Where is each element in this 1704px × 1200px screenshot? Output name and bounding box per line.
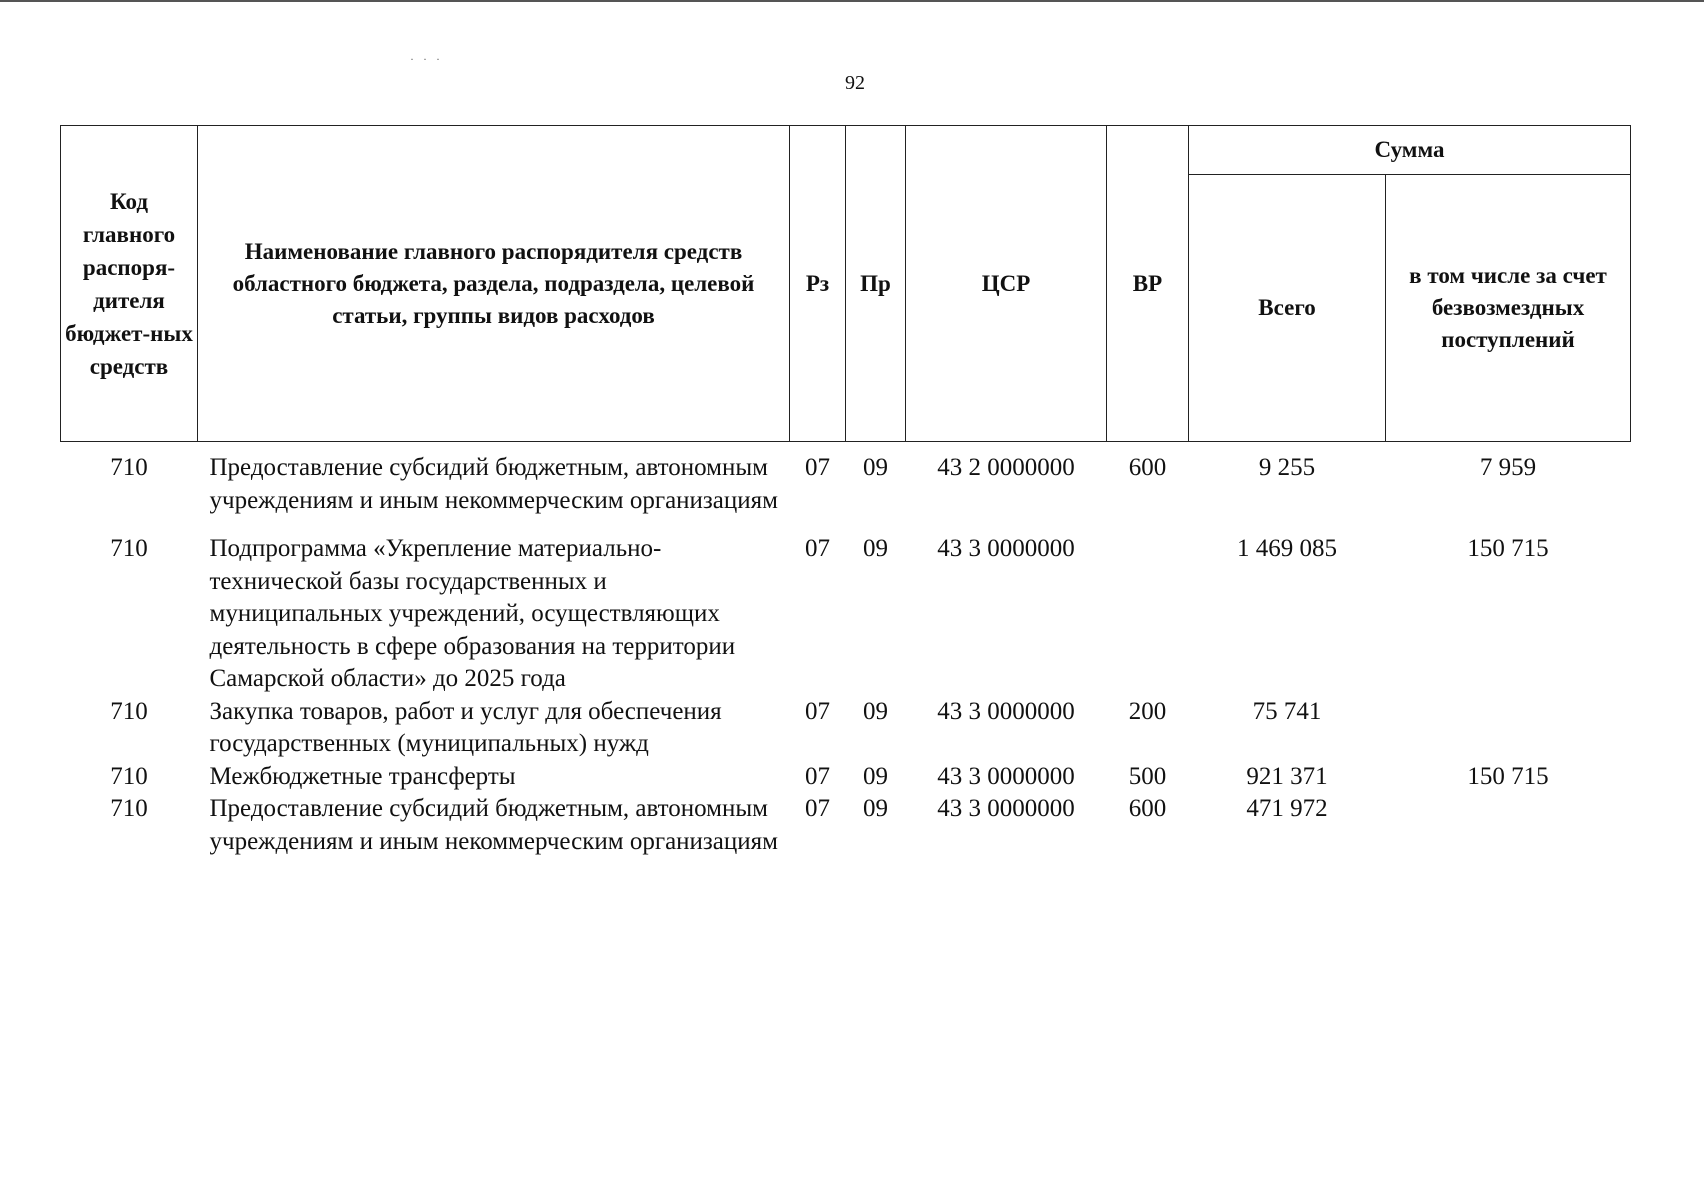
cell-name: Предоставление субсидий бюджетным, автономным учреждениям и иным некоммерческим организациям	[209, 454, 778, 514]
cell-vr: 500	[1128, 762, 1167, 790]
cell-pr: 09	[863, 795, 888, 822]
cell-incl-free: 150 715	[1467, 762, 1549, 790]
cell-rz: 07	[805, 454, 830, 481]
cell-total: 921 371	[1246, 762, 1328, 790]
cell-vr: 600	[1128, 795, 1167, 822]
cell-vr: 600	[1128, 454, 1167, 481]
header-total: Всего	[1189, 175, 1386, 442]
table-row	[61, 533, 1631, 696]
table-row	[61, 442, 1631, 534]
cell-total: 471 972	[1246, 795, 1328, 822]
cell-pr: 09	[863, 762, 888, 790]
scan-noise: · · ·	[410, 52, 443, 66]
cell-code: 710	[110, 762, 148, 790]
cell-total: 1 469 085	[1237, 535, 1337, 562]
cell-name: Предоставление субсидий бюджетным, автономным учреждениям и иным некоммерческим организациям	[209, 795, 778, 855]
cell-name: Закупка товаров, работ и услуг для обеспечения государственных (муниципальных) нужд	[209, 697, 722, 757]
cell-rz: 07	[805, 795, 830, 822]
page-number: 92	[845, 72, 865, 94]
cell-total: 75 741	[1252, 697, 1322, 725]
cell-vr: 200	[1128, 697, 1167, 725]
cell-incl-free: 150 715	[1467, 535, 1549, 562]
cell-csr: 43 3 0000000	[937, 795, 1075, 822]
cell-incl-free	[1386, 696, 1631, 761]
header-vr: ВР	[1107, 126, 1189, 442]
cell-vr	[1107, 533, 1189, 696]
cell-csr: 43 3 0000000	[937, 762, 1075, 790]
cell-rz: 07	[805, 762, 830, 790]
cell-incl-free: 7 959	[1479, 454, 1537, 481]
cell-pr: 09	[863, 535, 888, 562]
cell-csr: 43 2 0000000	[937, 454, 1075, 481]
cell-pr: 09	[863, 697, 888, 725]
cell-code: 710	[110, 697, 148, 725]
cell-name: Межбюджетные трансферты	[209, 762, 516, 790]
cell-rz: 07	[805, 535, 830, 562]
header-rz: Рз	[790, 126, 846, 442]
table-row	[61, 793, 1631, 858]
header-pr: Пр	[846, 126, 906, 442]
cell-code: 710	[110, 535, 148, 562]
cell-code: 710	[110, 795, 148, 822]
table-row	[61, 761, 1631, 794]
cell-incl-free	[1386, 793, 1631, 858]
cell-csr: 43 3 0000000	[937, 535, 1075, 562]
budget-table	[60, 125, 1631, 858]
cell-csr: 43 3 0000000	[937, 697, 1075, 725]
cell-total: 9 255	[1258, 454, 1316, 481]
cell-rz: 07	[805, 697, 830, 725]
header-code: Код главного распоря-дителя бюджет-ных средств	[61, 126, 198, 442]
cell-code: 710	[110, 454, 148, 481]
header-incl-free: в том числе за счет безвозмездных поступлений	[1386, 175, 1631, 442]
table-header	[61, 126, 1631, 442]
cell-pr: 09	[863, 454, 888, 481]
cell-name: Подпрограмма «Укрепление материально-технической базы государственных и муниципальных учреждений, осуществляющих деятельность в сфере образования на территории Самарской области» до 2025 года	[209, 535, 736, 692]
header-csr: ЦСР	[906, 126, 1107, 442]
table-body	[61, 442, 1631, 859]
header-name: Наименование главного распорядителя средств областного бюджета, раздела, подраздела, целевой статьи, группы видов расходов	[198, 126, 790, 442]
table-row	[61, 696, 1631, 761]
header-sum: Сумма	[1189, 126, 1631, 175]
scan-edge-line	[0, 0, 1704, 2]
